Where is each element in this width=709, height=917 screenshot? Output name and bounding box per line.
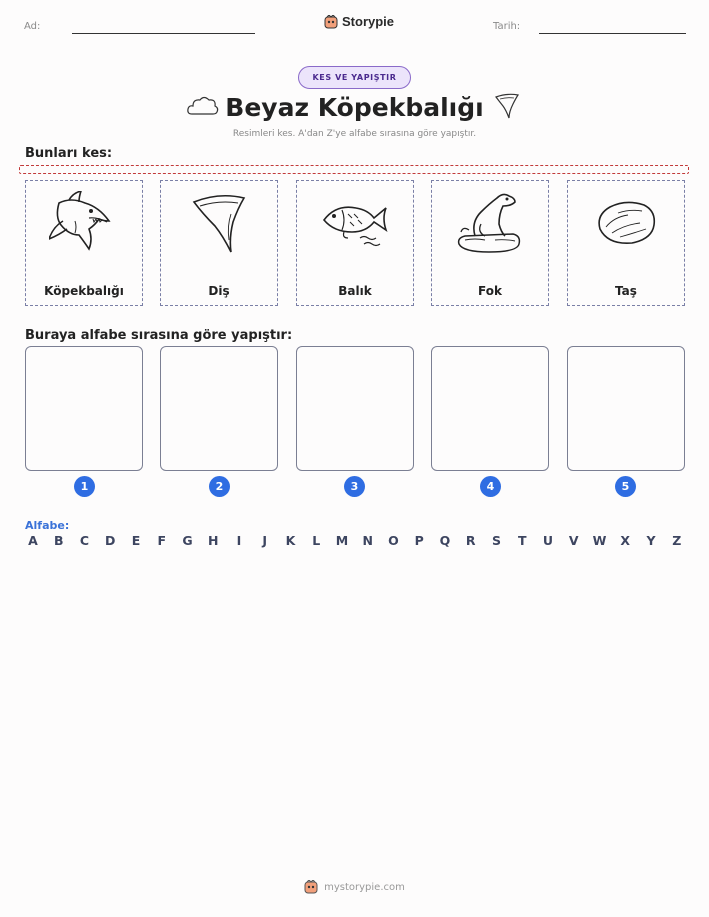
number-badge: 3 xyxy=(344,476,365,497)
cut-line xyxy=(19,165,689,174)
alphabet-letter: C xyxy=(79,533,90,548)
paste-box-3[interactable] xyxy=(296,346,414,471)
storypie-logo xyxy=(324,14,394,29)
alphabet-letter: W xyxy=(592,533,607,548)
cut-card-shark[interactable] xyxy=(25,180,143,306)
alphabet-row xyxy=(25,533,685,548)
number-badge: 2 xyxy=(209,476,230,497)
alphabet-letter: X xyxy=(620,533,631,548)
number-badge: 1 xyxy=(74,476,95,497)
cut-card-stone[interactable] xyxy=(567,180,685,306)
instructions: Resimleri kes. A'dan Z'ye alfabe sırasına göre yapıştır. xyxy=(232,129,477,139)
activity-badge: KES VE YAPIŞTIR xyxy=(298,66,411,89)
number-badge: 5 xyxy=(615,476,636,497)
footer xyxy=(0,880,709,894)
paste-box-1[interactable] xyxy=(25,346,143,471)
alphabet-letter: G xyxy=(182,533,193,548)
fish-icon xyxy=(320,198,390,248)
alphabet-letter: Y xyxy=(646,533,656,548)
footer-url[interactable]: mystorypie.com xyxy=(324,881,405,893)
alphabet-letter: D xyxy=(105,533,116,548)
card-label: Balık xyxy=(338,284,372,298)
seal-icon xyxy=(455,190,525,256)
card-label: Taş xyxy=(615,284,637,298)
paste-box-4[interactable] xyxy=(431,346,549,471)
card-label: Diş xyxy=(208,284,230,298)
cut-heading: Bunları kes: xyxy=(25,146,113,161)
alphabet-letter: R xyxy=(465,533,476,548)
page-title: Beyaz Köpekbalığı xyxy=(225,93,484,122)
paste-box-5[interactable] xyxy=(567,346,685,471)
alphabet-letter: L xyxy=(312,533,321,548)
alphabet-letter: A xyxy=(28,533,38,548)
date-label: Tarih: xyxy=(493,21,521,32)
alphabet-letter: P xyxy=(414,533,424,548)
alphabet-letter: I xyxy=(236,533,242,548)
alphabet-letter: O xyxy=(388,533,399,548)
name-line xyxy=(72,33,255,34)
storypie-mascot-icon xyxy=(304,880,318,894)
alphabet-letter: J xyxy=(262,533,268,548)
alphabet-letter: Z xyxy=(672,533,682,548)
paste-box-2[interactable] xyxy=(160,346,278,471)
card-label: Fok xyxy=(478,284,502,298)
alphabet-letter: H xyxy=(208,533,219,548)
storypie-mascot-icon xyxy=(324,15,338,29)
alphabet-letter: F xyxy=(157,533,167,548)
shark-icon xyxy=(49,191,119,255)
alphabet-letter: Q xyxy=(439,533,451,548)
alphabet-letter: T xyxy=(517,533,527,548)
date-line xyxy=(539,33,686,34)
paste-heading: Buraya alfabe sırasına göre yapıştır: xyxy=(25,328,293,343)
alphabet-letter: M xyxy=(335,533,349,548)
alphabet-letter: K xyxy=(285,533,296,548)
alphabet-letter: N xyxy=(362,533,373,548)
cut-card-seal[interactable] xyxy=(431,180,549,306)
stone-icon xyxy=(594,199,658,247)
alphabet-letter: V xyxy=(568,533,579,548)
alphabet-letter: B xyxy=(53,533,64,548)
cut-card-tooth[interactable] xyxy=(160,180,278,306)
card-label: Köpekbalığı xyxy=(44,284,124,298)
name-label: Ad: xyxy=(24,21,41,32)
alphabet-letter: S xyxy=(491,533,501,548)
alphabet-letter: U xyxy=(542,533,554,548)
number-badge: 4 xyxy=(480,476,501,497)
cut-card-fish[interactable] xyxy=(296,180,414,306)
alphabet-letter: E xyxy=(131,533,141,548)
alphabet-label: Alfabe: xyxy=(25,519,70,532)
brand-name: Storypie xyxy=(342,14,395,29)
tooth-icon xyxy=(191,192,247,254)
